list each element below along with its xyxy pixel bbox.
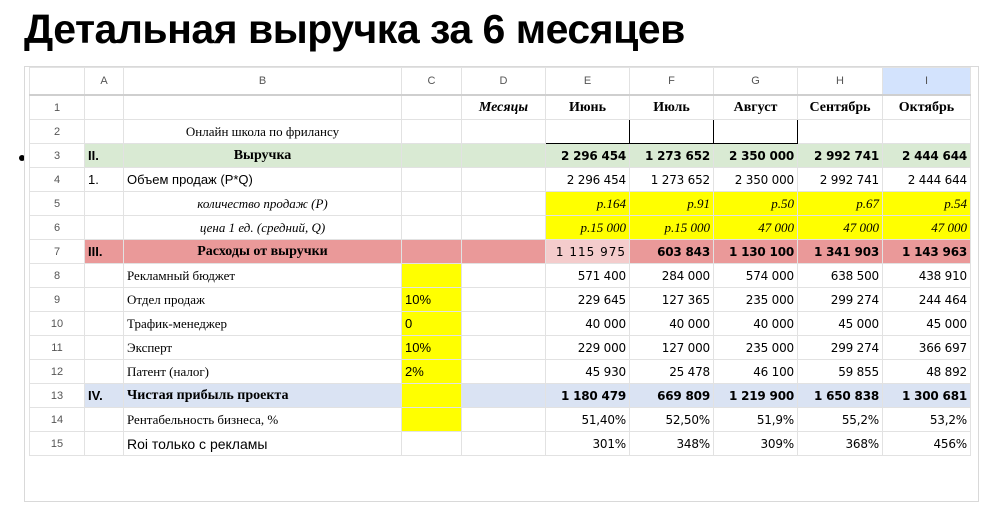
cell-months-label[interactable]: Месяцы [462, 95, 546, 120]
cell[interactable] [85, 360, 124, 384]
cell-value[interactable]: 2 992 741 [798, 144, 883, 168]
cell[interactable] [714, 120, 798, 144]
cell-value[interactable]: 47 000 [883, 216, 971, 240]
row-number[interactable]: 11 [30, 336, 85, 360]
cell[interactable] [462, 288, 546, 312]
column-header-h[interactable]: H [798, 68, 883, 96]
cell-value[interactable]: р.54 [883, 192, 971, 216]
cell-value[interactable]: 47 000 [714, 216, 798, 240]
cell-value[interactable]: 51,9% [714, 408, 798, 432]
cell-value[interactable]: 52,50% [630, 408, 714, 432]
cell-value[interactable]: 40 000 [546, 312, 630, 336]
row-number[interactable]: 7 [30, 240, 85, 264]
table-row [30, 408, 971, 432]
cell-net-profit-label[interactable]: Чистая прибыль проекта [124, 384, 402, 408]
cell-value[interactable]: 48 892 [883, 360, 971, 384]
table-row [30, 288, 971, 312]
cell-value[interactable]: 301% [546, 432, 630, 456]
cell-value[interactable]: 40 000 [714, 312, 798, 336]
cell-value[interactable]: р.91 [630, 192, 714, 216]
row-number[interactable]: 5 [30, 192, 85, 216]
cell-month[interactable]: Июнь [546, 95, 630, 120]
cell-month[interactable]: Август [714, 95, 798, 120]
cell-expenses-label[interactable]: Расходы от выручки [124, 240, 402, 264]
cell-section-number[interactable]: II. [85, 144, 124, 168]
cell[interactable] [462, 120, 546, 144]
cell-sales-count-label[interactable]: количество продаж (P) [124, 192, 402, 216]
cell-value[interactable]: 1 650 838 [798, 384, 883, 408]
cell-value[interactable]: 366 697 [883, 336, 971, 360]
table-row [30, 312, 971, 336]
cell-rate[interactable]: 2% [402, 360, 462, 384]
row-number[interactable]: 8 [30, 264, 85, 288]
corner-cell[interactable] [30, 68, 85, 96]
cell[interactable] [462, 360, 546, 384]
cell-sales-volume-label[interactable]: Объем продаж (P*Q) [124, 168, 402, 192]
row-number[interactable]: 2 [30, 120, 85, 144]
cell-value[interactable]: р.50 [714, 192, 798, 216]
column-header-d[interactable]: D [462, 68, 546, 96]
cell-value[interactable]: р.15 000 [630, 216, 714, 240]
cell-value[interactable]: 1 219 900 [714, 384, 798, 408]
column-header-row [30, 68, 971, 96]
cell[interactable] [546, 120, 630, 144]
cell-value[interactable]: 2 296 454 [546, 168, 630, 192]
row-number[interactable]: 10 [30, 312, 85, 336]
cell[interactable] [462, 312, 546, 336]
cell-profitability-label[interactable]: Рентабельность бизнеса, % [124, 408, 402, 432]
cell-value[interactable]: 2 296 454 [546, 144, 630, 168]
row-number[interactable]: 6 [30, 216, 85, 240]
cell[interactable] [402, 408, 462, 432]
table-row [30, 360, 971, 384]
cell-value[interactable]: 2 350 000 [714, 168, 798, 192]
row-number[interactable]: 14 [30, 408, 85, 432]
cell[interactable] [402, 384, 462, 408]
table-row [30, 336, 971, 360]
cell[interactable] [883, 120, 971, 144]
cell-month[interactable]: Октябрь [883, 95, 971, 120]
cell[interactable] [85, 95, 124, 120]
column-header-b[interactable]: B [124, 68, 402, 96]
cell[interactable] [402, 216, 462, 240]
cell-value[interactable]: 571 400 [546, 264, 630, 288]
cell-value[interactable]: 55,2% [798, 408, 883, 432]
cell-unit-price-label[interactable]: цена 1 ед. (средний, Q) [124, 216, 402, 240]
cell[interactable] [85, 336, 124, 360]
cell-rate[interactable]: 10% [402, 336, 462, 360]
cell-rate[interactable] [402, 264, 462, 288]
cell[interactable] [462, 408, 546, 432]
table-row [30, 168, 971, 192]
cell-value[interactable]: 229 645 [546, 288, 630, 312]
cell-value[interactable]: 229 000 [546, 336, 630, 360]
cell-value[interactable]: 59 855 [798, 360, 883, 384]
cell[interactable] [798, 120, 883, 144]
cell-rate[interactable]: 10% [402, 288, 462, 312]
cell[interactable] [462, 264, 546, 288]
cell[interactable] [85, 216, 124, 240]
cell-sales-dept-label[interactable]: Отдел продаж [124, 288, 402, 312]
cell-value[interactable]: р.67 [798, 192, 883, 216]
cell-value[interactable]: 25 478 [630, 360, 714, 384]
table-row [30, 264, 971, 288]
cell-value[interactable]: 284 000 [630, 264, 714, 288]
cell[interactable] [462, 384, 546, 408]
cell-value[interactable]: 1 341 903 [798, 240, 883, 264]
row-number[interactable]: 3 [30, 144, 85, 168]
cell-roi-label[interactable]: Roi только с рекламы [124, 432, 402, 456]
cell-item-number[interactable]: 1. [85, 168, 124, 192]
cell-value[interactable]: 46 100 [714, 360, 798, 384]
cell[interactable] [462, 144, 546, 168]
cell-value[interactable]: 1 273 652 [630, 168, 714, 192]
cell-value[interactable]: р.164 [546, 192, 630, 216]
cell-traffic-manager-label[interactable]: Трафик-менеджер [124, 312, 402, 336]
cell-value[interactable]: 309% [714, 432, 798, 456]
row-number[interactable]: 4 [30, 168, 85, 192]
cell-value[interactable]: 45 930 [546, 360, 630, 384]
table-row [30, 432, 971, 456]
column-header-e[interactable]: E [546, 68, 630, 96]
cell-value[interactable]: 1 130 100 [714, 240, 798, 264]
cell-month[interactable]: Июль [630, 95, 714, 120]
row-number[interactable]: 13 [30, 384, 85, 408]
cell-rate[interactable]: 0 [402, 312, 462, 336]
cell-value[interactable]: 2 350 000 [714, 144, 798, 168]
cell-value[interactable]: 456% [883, 432, 971, 456]
cell[interactable] [402, 432, 462, 456]
column-header-a[interactable]: A [85, 68, 124, 96]
cell[interactable] [85, 264, 124, 288]
cell-value[interactable]: 51,40% [546, 408, 630, 432]
cell[interactable] [462, 336, 546, 360]
cell-value[interactable]: 45 000 [798, 312, 883, 336]
cell[interactable] [462, 192, 546, 216]
cell[interactable] [402, 240, 462, 264]
table-row [30, 192, 971, 216]
cell-value[interactable]: 368% [798, 432, 883, 456]
cell-value[interactable]: 1 180 479 [546, 384, 630, 408]
cell[interactable] [124, 95, 402, 120]
cell-value[interactable]: 603 843 [630, 240, 714, 264]
cell[interactable] [85, 120, 124, 144]
cell-value[interactable]: 438 910 [883, 264, 971, 288]
cell-value[interactable]: 40 000 [630, 312, 714, 336]
cell-value[interactable]: 47 000 [798, 216, 883, 240]
cell[interactable] [402, 120, 462, 144]
cell[interactable] [462, 216, 546, 240]
cell-month[interactable]: Сентябрь [798, 95, 883, 120]
cell-value[interactable]: 574 000 [714, 264, 798, 288]
cell-value[interactable]: 1 143 963 [883, 240, 971, 264]
cell-value[interactable]: 348% [630, 432, 714, 456]
cell-value[interactable]: 127 000 [630, 336, 714, 360]
cell-value[interactable]: 235 000 [714, 336, 798, 360]
table-row [30, 240, 971, 264]
table-row [30, 144, 971, 168]
cell-expert-label[interactable]: Эксперт [124, 336, 402, 360]
cell-revenue-label[interactable]: Выручка [124, 144, 402, 168]
cell[interactable] [402, 95, 462, 120]
cell[interactable] [402, 168, 462, 192]
cell-value[interactable]: 299 274 [798, 336, 883, 360]
cell-value[interactable]: 1 115 975 [546, 240, 630, 264]
cell-ad-budget-label[interactable]: Рекламный бюджет [124, 264, 402, 288]
cell[interactable] [402, 192, 462, 216]
column-header-c[interactable]: C [402, 68, 462, 96]
cell-section-number[interactable]: III. [85, 240, 124, 264]
column-header-i[interactable]: I [883, 68, 971, 96]
cell-value[interactable]: 299 274 [798, 288, 883, 312]
cell[interactable] [85, 288, 124, 312]
cell-value[interactable]: 2 992 741 [798, 168, 883, 192]
table-row [30, 95, 971, 120]
cell-value[interactable]: 1 300 681 [883, 384, 971, 408]
table-row [30, 120, 971, 144]
page-title: Детальная выручка за 6 месяцев [24, 6, 685, 52]
cell-value[interactable]: 2 444 644 [883, 168, 971, 192]
cell-value[interactable]: 53,2% [883, 408, 971, 432]
row-number[interactable]: 1 [30, 95, 85, 120]
cell[interactable] [85, 312, 124, 336]
cell-value[interactable]: 669 809 [630, 384, 714, 408]
cell-value[interactable]: 45 000 [883, 312, 971, 336]
spreadsheet-grid [29, 67, 971, 456]
cell-value[interactable]: 127 365 [630, 288, 714, 312]
row-number[interactable]: 9 [30, 288, 85, 312]
cell-value[interactable]: 2 444 644 [883, 144, 971, 168]
cell[interactable] [85, 432, 124, 456]
column-header-g[interactable]: G [714, 68, 798, 96]
cell[interactable] [462, 432, 546, 456]
cell-patent-label[interactable]: Патент (налог) [124, 360, 402, 384]
table-row [30, 216, 971, 240]
cell[interactable] [630, 120, 714, 144]
spreadsheet [24, 66, 979, 502]
row-number[interactable]: 12 [30, 360, 85, 384]
cell-value[interactable]: 235 000 [714, 288, 798, 312]
column-header-f[interactable]: F [630, 68, 714, 96]
cell[interactable] [462, 168, 546, 192]
table-row [30, 384, 971, 408]
cell-value[interactable]: 638 500 [798, 264, 883, 288]
cell-value[interactable]: 1 273 652 [630, 144, 714, 168]
cell[interactable] [85, 192, 124, 216]
cell-value[interactable]: р.15 000 [546, 216, 630, 240]
cell[interactable] [462, 240, 546, 264]
cell-value[interactable]: 244 464 [883, 288, 971, 312]
cell[interactable] [85, 408, 124, 432]
row-number[interactable]: 15 [30, 432, 85, 456]
cell-school-name[interactable]: Онлайн школа по фрилансу [124, 120, 402, 144]
cell-section-number[interactable]: IV. [85, 384, 124, 408]
cell[interactable] [402, 144, 462, 168]
